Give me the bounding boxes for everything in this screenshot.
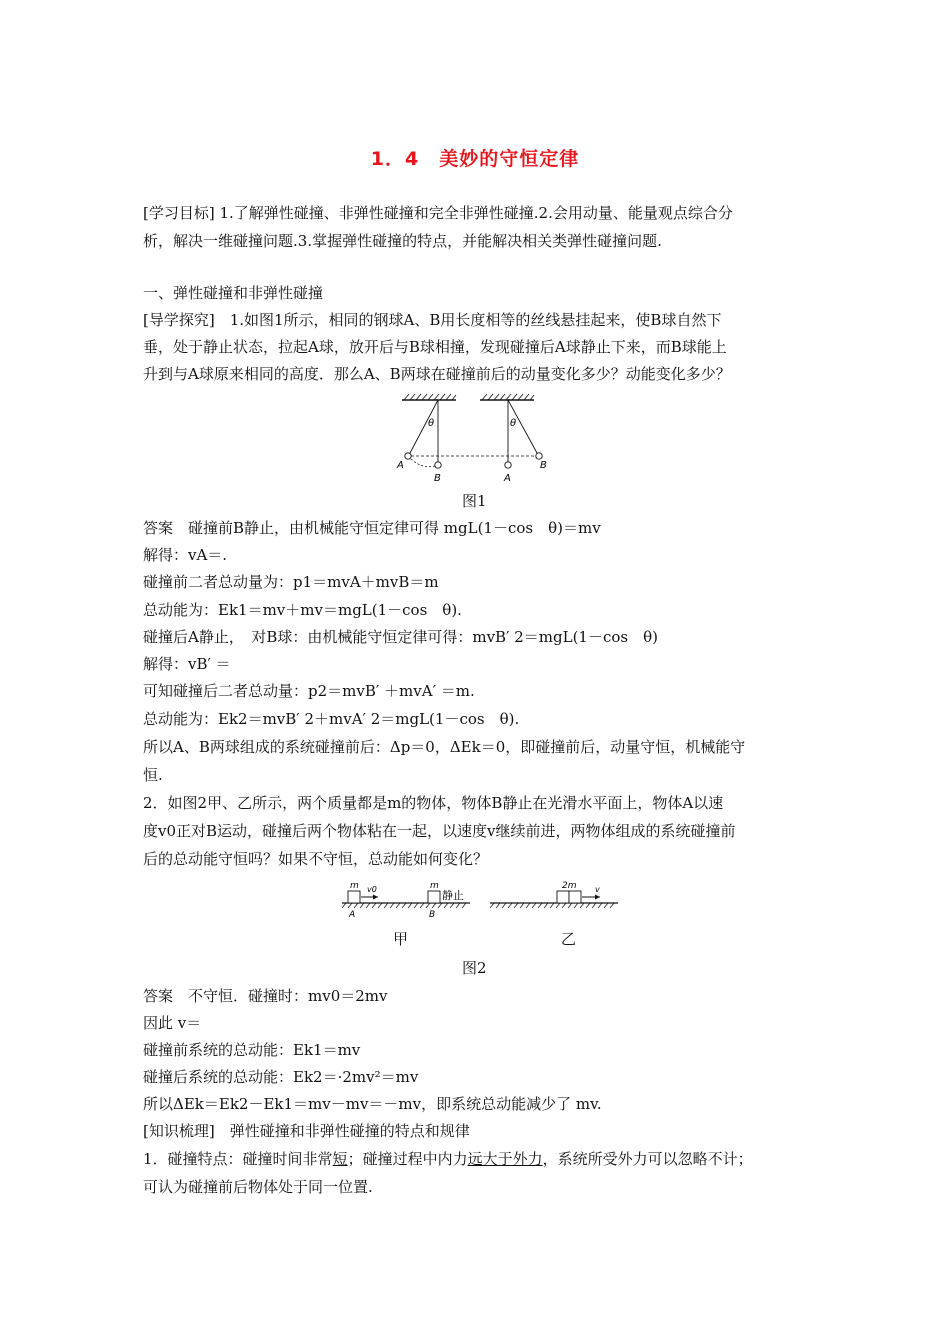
figure-2b-caption: 乙: [561, 930, 577, 948]
answer-1-line: 总动能为：Ek2＝mvB′ 2＋mvA′ 2＝mgL(1－cos θ).: [143, 710, 520, 728]
figure-2a-caption: 甲: [393, 930, 409, 948]
block-b-label: B: [429, 910, 436, 920]
summary-line-1: [143, 1149, 753, 1169]
ball-b-label: B: [434, 473, 441, 484]
answer-1-line: 答案 碰撞前B静止，由机械能守恒定律可得 mgL(1－cos θ)＝mv: [143, 519, 601, 537]
summary-line-2: 可认为碰撞前后物体处于同一位置.: [143, 1178, 373, 1196]
answer-1-line: 恒.: [143, 766, 163, 784]
answer-1-line: 总动能为：Ek1＝mv＋mv＝mgL(1－cos θ).: [143, 601, 462, 619]
answer-2-line: 碰撞前系统的总动能：Ek1＝mv: [143, 1041, 361, 1059]
question-2-line-2: 度v0正对B运动，碰撞后两个物体粘在一起，以速度v继续前进，两物体组成的系统碰撞前: [143, 822, 736, 840]
question-2-line-1: 2．如图2甲、乙所示，两个质量都是m的物体，物体B静止在光滑水平面上，物体A以速: [143, 794, 724, 812]
ball-b-label: B: [540, 460, 547, 471]
figure-2-collision-diagram: [340, 877, 620, 925]
answer-1-line: 可知碰撞后二者总动量：p2＝mvB′ ＋mvA′ ＝m.: [143, 682, 475, 700]
figure-2-caption: 图2: [462, 959, 487, 977]
objectives-line-1: [学习目标] 1.了解弹性碰撞、非弹性碰撞和完全非弹性碰撞.2.会用动量、能量观点综合分: [143, 204, 733, 222]
theta-label: θ: [428, 418, 435, 429]
ball-a-label: A: [397, 460, 404, 471]
summary-text: 1．碰撞特点：碰撞时间非常: [143, 1150, 333, 1168]
answer-1-line: 所以A、B两球组成的系统碰撞前后：Δp＝0，ΔEk＝0，即碰撞前后，动量守恒，机械能守: [143, 738, 746, 756]
answer-1-line: 解得：vA＝.: [143, 546, 228, 564]
question-1-line-3: 升到与A球原来相同的高度．那么A、B两球在碰撞前后的动量变化多少？动能变化多少？: [143, 365, 731, 383]
ball-a-label: A: [504, 473, 511, 484]
answer-2-line: 答案 不守恒．碰撞时：mv0＝2mv: [143, 987, 388, 1005]
question-1-line-1: [导学探究] 1.如图1所示，相同的钢球A、B用长度相等的丝线悬挂起来，使B球自然下: [143, 311, 722, 329]
section-heading: 一、弹性碰撞和非弹性碰撞: [143, 284, 324, 302]
question-2-line-3: 后的总动能守恒吗？如果不守恒，总动能如何变化？: [143, 850, 489, 868]
answer-2-line: 碰撞后系统的总动能：Ek2＝·2mv²＝mv: [143, 1068, 419, 1086]
underlined-blank: 远大于外力: [467, 1150, 543, 1168]
velocity-v0-label: v0: [367, 885, 377, 894]
answer-1-line: 碰撞后A静止， 对B球：由机械能守恒定律可得：mvB′ 2＝mgL(1－cos θ): [143, 628, 658, 646]
figure-1-pendulum-diagram: [380, 393, 580, 485]
question-1-line-2: 垂，处于静止状态，拉起A球，放开后与B球相撞，发现碰撞后A球静止下来，而B球能上: [143, 338, 727, 356]
mass-label: m: [430, 881, 439, 891]
velocity-v-label: v: [595, 885, 600, 894]
summary-text: ；碰撞过程中内力: [347, 1150, 468, 1168]
underlined-blank: 短: [332, 1150, 348, 1168]
answer-1-line: 碰撞前二者总动量为：p1＝mvA＋mvB＝m: [143, 573, 439, 591]
still-label: 静止: [442, 889, 464, 902]
summary-text: ，系统所受外力可以忽略不计；: [542, 1150, 753, 1168]
answer-2-line: 因此 v＝: [143, 1014, 202, 1032]
mass-2m-label: 2m: [562, 881, 577, 891]
mass-label: m: [350, 881, 359, 891]
block-a-label: A: [349, 910, 356, 920]
answer-1-line: 解得：vB′ ＝: [143, 655, 231, 673]
knowledge-summary-heading: [知识梳理] 弹性碰撞和非弹性碰撞的特点和规律: [143, 1122, 470, 1140]
figure-1-caption: 图1: [462, 492, 487, 510]
answer-2-line: 所以ΔEk＝Ek2－Ek1＝mv－mv＝－mv，即系统总动能减少了 mv.: [143, 1095, 602, 1113]
page-title: 1．4 美妙的守恒定律: [370, 148, 580, 170]
objectives-line-2: 析，解决一维碰撞问题.3.掌握弹性碰撞的特点，并能解决相关类弹性碰撞问题.: [143, 232, 662, 250]
theta-label: θ: [510, 418, 517, 429]
